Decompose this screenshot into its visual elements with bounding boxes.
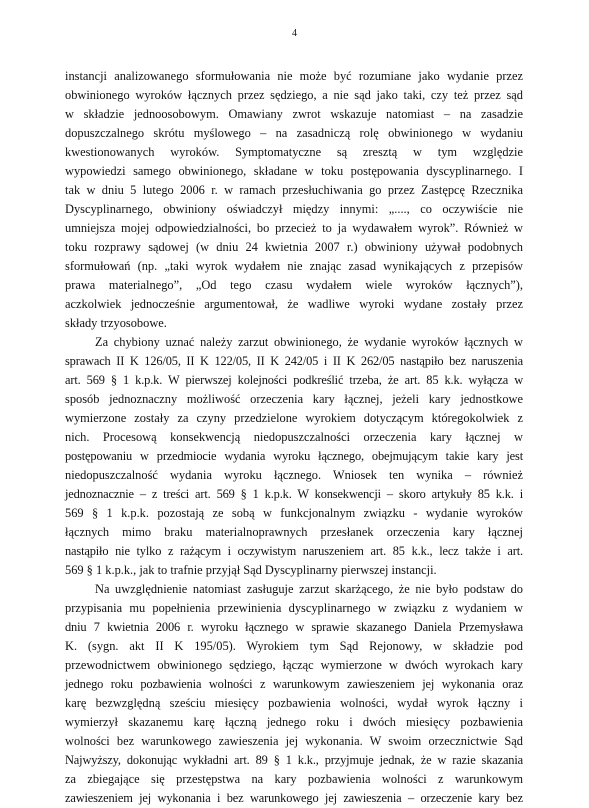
- paragraph-3-line-9: wolności bez warunkowego zawieszenia jej wykonania. W swoim orzecznictwie Sąd: [65, 734, 523, 748]
- paragraph-1-line-10: toku rozprawy sądowej (w dniu 24 kwietnia 2007 r.) obwiniony używał podobnych: [65, 240, 523, 254]
- paragraph-2-line-3: art. 569 § 1 k.p.k. W pierwszej kolejności podkreślić trzeba, że art. 85 k.k. wyłącza w: [65, 373, 523, 387]
- paragraph-1-line-3: w składzie jednoosobowym. Omawiany zwrot wskazuje natomiast – na zasadzie: [65, 107, 523, 121]
- paragraph-2-line-8: niedopuszczalność wydania wyroku łącznego. Wniosek ten wynika – również: [65, 468, 523, 482]
- paragraph-2-line-4: sposób jednoznaczny możliwość orzeczenia kary łącznej, jeżeli kary jednostkowe: [65, 392, 523, 406]
- paragraph-2-line-5: wymierzone zostały za czyny przedzielone wyrokiem dotyczącym któregokolwiek z: [65, 411, 523, 425]
- paragraph-3-line-10: Najwyższy, dokonując wykładni art. 89 § 1 k.k., przyjmuje jednak, że w razie skazania: [65, 753, 523, 767]
- paragraph-2-line-1: Za chybiony uznać należy zarzut obwinionego, że wydanie wyroków łącznych w: [95, 335, 523, 349]
- paragraph-2-line-11: łącznych mimo braku materialnoprawnych przesłanek orzeczenia kary łącznej: [65, 525, 523, 539]
- paragraph-2-line-9: jednoznacznie – z treści art. 569 § 1 k.p.k. W konsekwencji – skoro artykuły 85 k.k. i: [65, 487, 523, 501]
- paragraph-2-line-6: nich. Procesową konsekwencją niedopuszczalności orzeczenia kary łącznej w: [65, 430, 523, 444]
- paragraph-2-line-2: sprawach II K 126/05, II K 122/05, II K 242/05 i II K 262/05 nastąpiło bez naruszenia: [65, 354, 523, 368]
- paragraph-1-line-12: prawa materialnego”, „Od tego czasu wydałem wiele wyroków łącznych”),: [65, 278, 523, 292]
- paragraph-3-line-2: przypisania mu popełnienia przewinienia dyscyplinarnego w związku z wydaniem w: [65, 601, 523, 615]
- paragraph-1-line-2: obwinionego wyroków łącznych przez sędziego, a nie sąd jako taki, czy też przez sąd: [65, 88, 523, 102]
- paragraph-1-line-5: kwestionowanych wyroków. Symptomatyczne są zresztą w tym względzie: [65, 145, 523, 159]
- paragraph-3-line-8: wymierzył skazanemu karę łączną jednego roku i dwóch miesięcy pozbawienia: [65, 715, 523, 729]
- paragraph-1-line-7: tak w dniu 5 lutego 2006 r. w ramach przesłuchiwania go przez Zastępcę Rzecznika: [65, 183, 523, 197]
- paragraph-2-line-12: nastąpiło nie tylko z rażącym i oczywistym naruszeniem art. 85 k.k., lecz także i art.: [65, 544, 523, 558]
- paragraph-2-line-13: 569 § 1 k.p.k., jak to trafnie przyjął Sąd Dyscyplinarny pierwszej instancji.: [65, 563, 437, 577]
- paragraph-3-line-7: karę bezwzględną sześciu miesięcy pozbawienia wolności, wydał wyrok łączny i: [65, 696, 523, 710]
- paragraph-3-line-4: K. (sygn. akt II K 195/05). Wyrokiem tym Sąd Rejonowy, w składzie pod: [65, 639, 523, 653]
- paragraph-1-line-11: sformułowań (np. „taki wyrok wydałem nie znając zasad wynikających z przepisów: [65, 259, 523, 273]
- paragraph-1-line-9: umniejsza mojej odpowiedzialności, bo przecież to ja wydawałem wyrok”. Również w: [65, 221, 523, 235]
- paragraph-1-line-8: Dyscyplinarnego, obwiniony oświadczył między innymi: „...., co oczywiście nie: [65, 202, 523, 216]
- paragraph-3-line-6: jednego roku pozbawienia wolności z warunkowym zawieszeniem jej wykonania oraz: [65, 677, 523, 691]
- paragraph-1-line-13: aczkolwiek jednocześnie argumentował, że wadliwe wyroki wydane zostały przez: [65, 297, 523, 311]
- paragraph-3-line-12: zawieszeniem jej wykonania i bez warunkowego jej zawieszenia – orzeczenie kary bez: [65, 791, 523, 805]
- paragraph-1-line-1: instancji analizowanego sformułowania nie może być rozumiane jako wydanie przez: [65, 69, 523, 83]
- paragraph-1-line-14: składy trzyosobowe.: [65, 316, 167, 330]
- document-body: [65, 67, 523, 808]
- page-number: 4: [292, 28, 297, 39]
- paragraph-1-line-4: dopuszczalnego skrótu myślowego – na zasadniczą rolę obwinionego w wydaniu: [65, 126, 523, 140]
- paragraph-3-line-11: za zbiegające się przestępstwa na kary pozbawienia wolności z warunkowym: [65, 772, 523, 786]
- paragraph-3-line-5: przewodnictwem obwinionego sędziego, łącząc wymierzone w dwóch wyrokach kary: [65, 658, 523, 672]
- paragraph-2-line-7: postępowaniu w przedmiocie wydania wyroku łącznego, obejmującym takie kary jest: [65, 449, 523, 463]
- paragraph-2-line-10: 569 § 1 k.p.k. pozostają ze sobą w funkcjonalnym związku - wydanie wyroków: [65, 506, 523, 520]
- paragraph-3-line-3: dniu 7 kwietnia 2006 r. wyroku łącznego w sprawie skazanego Daniela Przemysława: [65, 620, 523, 634]
- paragraph-3-line-1: Na uwzględnienie natomiast zasługuje zarzut skarżącego, że nie było podstaw do: [95, 582, 523, 596]
- paragraph-1-line-6: wypowiedzi samego obwinionego, składane w toku postępowania dyscyplinarnego. I: [65, 164, 523, 178]
